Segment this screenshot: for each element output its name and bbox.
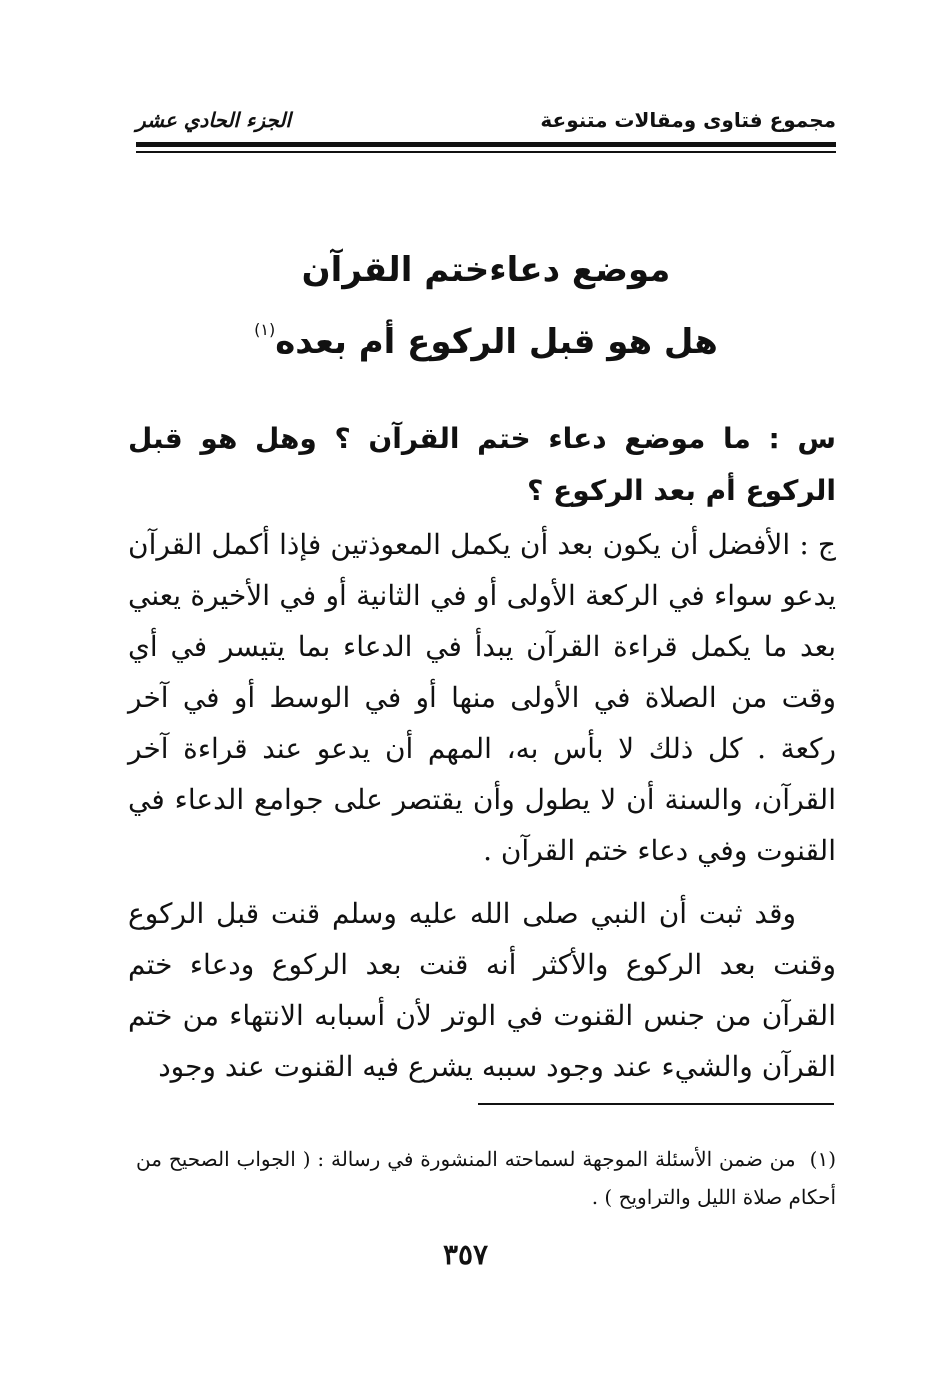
body-text [128,413,836,1092]
footnote-separator [478,1103,834,1105]
footnote-marker: (١) [809,1147,836,1171]
page-title [136,240,836,372]
title-line-2-text: هل هو قبل الركوع أم بعده [275,322,718,362]
title-line-2 [136,300,836,372]
title-line-1: موضع دعاءختم القرآن [301,250,671,290]
question-paragraph: س : ما موضع دعاء ختم القرآن ؟ وهل هو قبل الركوع أم بعد الركوع ؟ [128,422,836,507]
book-title: مجموع فتاوى ومقالات متنوعة [540,108,836,132]
answer-paragraph: ج : الأفضل أن يكون بعد أن يكمل المعوذتين فإذا أكمل القرآن يدعو سواء في الركعة الأولى أو في الثانية أو في الأخيرة يعني بعد ما يكمل قراءة القرآن يبدأ في الدعاء بما يتيسر في أي وقت من الصلاة في الأولى منها أو في الوسط أو في آخر ركعة . كل ذلك لا بأس به، المهم أن يدعو عند قراءة آخر القرآن، والسنة أن لا يطول وأن يقتصر على جوامع الدعاء في القنوت وفي دعاء ختم القرآن . [128,528,836,867]
volume-label: الجزء الحادي عشر [136,108,291,132]
body-paragraph-2: وقد ثبت أن النبي صلى الله عليه وسلم قنت قبل الركوع وقنت بعد الركوع والأكثر أنه قنت بعد الركوع ودعاء ختم القرآن من جنس القنوت في الوتر لأن أسبابه الانتهاء من ختم القرآن والشيء عند وجود سببه يشرع فيه القنوت عند وجود [128,897,836,1083]
page-number: ٣٥٧ [442,1238,489,1271]
footnote-text: من ضمن الأسئلة الموجهة لسماحته المنشورة في رسالة : ( الجواب الصحيح من أحكام صلاة الليل والتراويح ) . [136,1147,836,1209]
header-rule-thick [136,142,836,147]
header-rule-thin [136,151,836,153]
running-header [136,108,836,142]
title-footnote-ref: (١) [254,320,276,339]
footnote [136,1140,836,1216]
